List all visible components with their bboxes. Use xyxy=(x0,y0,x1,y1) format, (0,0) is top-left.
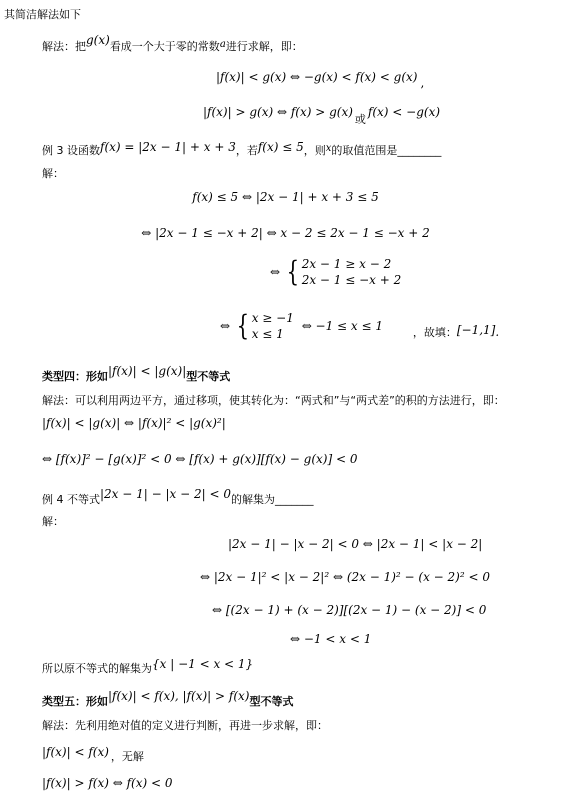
example-4-step-4: ⇔ −1 < x < 1 xyxy=(290,632,372,646)
example-3-solution-label: 解： xyxy=(42,167,64,180)
type-4-description: 解法：可以利用两边平方，通过移项，使其转化为：“两式和”与“两式差”的积的方法进行，即： xyxy=(42,394,505,407)
type-5-heading-a: 类型五：形如 xyxy=(42,695,108,708)
system-2-top: x ≥ −1 xyxy=(251,311,294,325)
system-1-top: 2x − 1 ≥ x − 2 xyxy=(301,257,392,271)
method-eq-2 xyxy=(203,104,441,126)
example-4-statement xyxy=(42,487,314,507)
a-symbol: a xyxy=(219,39,226,50)
type-4-heading xyxy=(42,364,231,384)
answer-lead: ，故填： xyxy=(412,326,457,339)
example-3-blank: 的取值范围是________ xyxy=(331,144,442,157)
example-3-step-3 xyxy=(270,256,401,288)
page-title: 其简洁解法如下 xyxy=(4,8,81,21)
equiv-arrow: ⇔ xyxy=(270,265,281,279)
type-4-heading-math: |f(x)| < |g(x)| xyxy=(108,364,187,378)
method-eq-1 xyxy=(216,70,425,90)
example-4-step-1: |2x − 1| − |x − 2| < 0 ⇔ |2x − 1| < |x − 2| xyxy=(228,537,483,551)
example-4-step-2: ⇔ |2x − 1|² < |x − 2|² ⇔ (2x − 1)² − (x − 2)² < 0 xyxy=(200,570,490,584)
type-5-heading-math: |f(x)| < f(x), |f(x)| > f(x) xyxy=(108,689,250,703)
type-4-heading-a: 类型四：形如 xyxy=(42,370,108,383)
answer-period: . xyxy=(495,325,500,339)
type-4-eq-2: ⇔ [f(x)]² − [g(x)]² < 0 ⇔ [f(x) + g(x)][f(x) − g(x)] < 0 xyxy=(42,452,358,466)
type-4-heading-b: 型不等式 xyxy=(186,370,231,383)
answer-interval: [−1,1] xyxy=(456,323,496,337)
type-5-heading xyxy=(42,689,294,709)
x-symbol: x xyxy=(325,143,332,154)
example-3-mid2: ，则 xyxy=(303,144,326,157)
type-5-description: 解法：先利用绝对值的定义进行判断，再进一步求解，即： xyxy=(42,719,328,732)
example-3-step-4 xyxy=(220,310,499,342)
example-4-conclusion-text: 所以原不等式的解集为 xyxy=(42,662,152,675)
type-4-eq-1: |f(x)| < |g(x)| ⇔ |f(x)|² < |g(x)²| xyxy=(42,416,226,430)
example-3-mid: ，若 xyxy=(235,144,258,157)
method-description xyxy=(42,33,303,54)
example-4-blank: 的解集为_______ xyxy=(230,493,314,506)
method-eq-2-left: |f(x)| > g(x) ⇔ f(x) > g(x) xyxy=(203,105,353,119)
system-1 xyxy=(302,256,402,288)
method-text-b: 看成一个大于零的常数 xyxy=(109,40,220,53)
method-eq-1-text: |f(x)| < g(x) ⇔ −g(x) < f(x) < g(x) xyxy=(216,70,418,84)
example-3-statement xyxy=(42,142,441,158)
example-4-lead: 例 4 不等式 xyxy=(42,493,100,506)
system-2-bottom: x ≤ 1 xyxy=(251,327,284,341)
method-text-c: 进行求解，即： xyxy=(225,40,303,53)
type-5-eq-1-math: |f(x)| < f(x) xyxy=(42,745,109,759)
method-eq-2-right: f(x) < −g(x) xyxy=(367,105,441,119)
type-5-eq-1 xyxy=(42,744,144,763)
system-2 xyxy=(252,310,294,342)
no-solution-text: ，无解 xyxy=(110,750,144,763)
example-4-step-3: ⇔ [(2x − 1) + (x − 2)][(2x − 1) − (x − 2)] < 0 xyxy=(212,603,487,617)
example-4-inequality: |2x − 1| − |x − 2| < 0 xyxy=(100,487,231,501)
example-3-step-2: ⇔ |2x − 1 ≤ −x + 2| ⇔ x − 2 ≤ 2x − 1 ≤ −x + 2 xyxy=(141,226,430,240)
example-4-solution-set: {x | −1 < x < 1} xyxy=(152,657,254,671)
system-1-bottom: 2x − 1 ≤ −x + 2 xyxy=(301,273,402,287)
example-4-solution-label: 解： xyxy=(42,515,64,528)
method-eq-1-tail: , xyxy=(420,76,425,90)
or-word: 或 xyxy=(354,113,366,126)
example-4-conclusion xyxy=(42,657,254,676)
example-3-lead: 例 3 设函数 xyxy=(42,144,100,157)
left-brace-icon: { xyxy=(286,255,300,288)
method-label: 解法： xyxy=(42,40,75,53)
method-text-a: 把 xyxy=(75,40,86,53)
gx-symbol: g(x) xyxy=(86,33,110,47)
example-3-condition: f(x) ≤ 5 xyxy=(257,140,304,154)
example-3-function: f(x) = |2x − 1| + x + 3 xyxy=(100,140,236,154)
system-2-result: ⇔ −1 ≤ x ≤ 1 xyxy=(301,319,384,333)
equiv-arrow: ⇔ xyxy=(220,319,231,333)
type-5-eq-2: |f(x)| > f(x) ⇔ f(x) < 0 xyxy=(42,776,173,790)
example-3-step-1: f(x) ≤ 5 ⇔ |2x − 1| + x + 3 ≤ 5 xyxy=(192,190,379,204)
left-brace-icon: { xyxy=(236,309,250,342)
type-5-heading-b: 型不等式 xyxy=(249,695,294,708)
